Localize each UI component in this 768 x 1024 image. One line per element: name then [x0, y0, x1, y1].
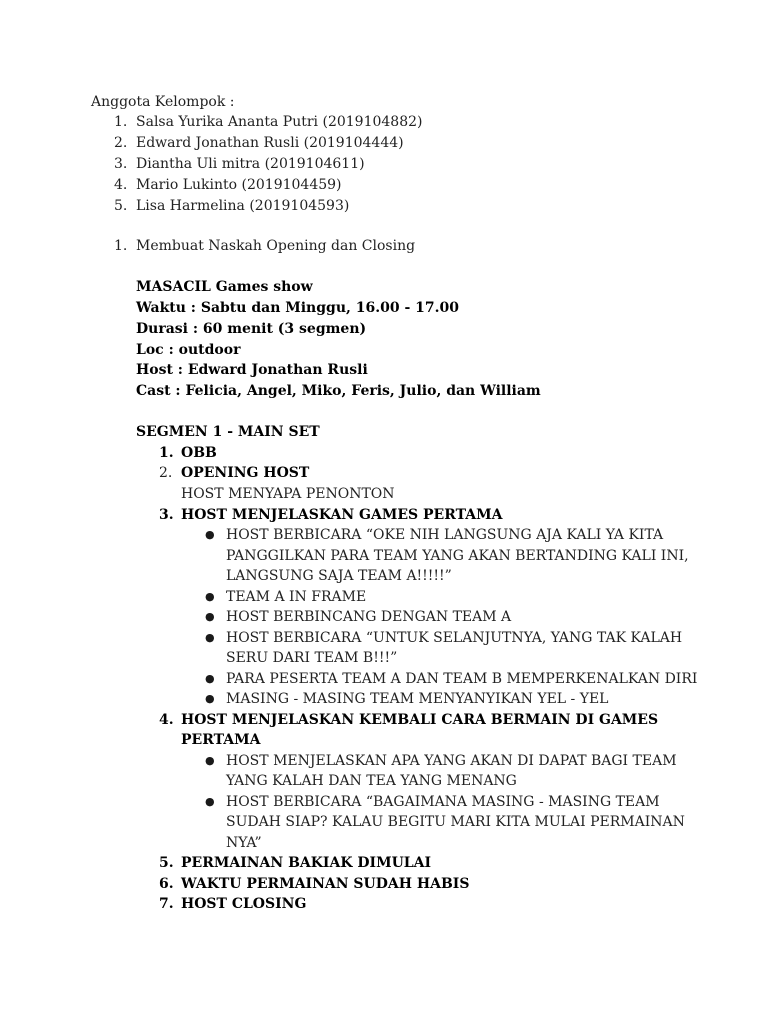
step-text: HOST CLOSING	[181, 896, 307, 912]
member-num: 1.	[114, 114, 128, 130]
step-num: 2.	[159, 465, 173, 481]
bullet-icon: ●	[205, 692, 215, 705]
bullet-text: SUDAH SIAP? KALAU BEGITU MARI KITA MULAI PERMAINAN	[226, 814, 685, 830]
bullet-text: HOST BERBINCANG DENGAN TEAM A	[226, 609, 512, 625]
show-location: Loc : outdoor	[136, 342, 241, 358]
member-item: Lisa Harmelina (2019104593)	[136, 198, 350, 214]
member-item: Edward Jonathan Rusli (2019104444)	[136, 135, 404, 151]
bullet-text: LANGSUNG SAJA TEAM A!!!!!”	[226, 568, 452, 584]
show-cast: Cast : Felicia, Angel, Miko, Feris, Julio, dan William	[136, 383, 541, 399]
step-text: HOST MENJELASKAN KEMBALI CARA BERMAIN DI GAMES	[181, 712, 659, 728]
step-num: 6.	[159, 876, 174, 892]
segment-title: SEGMEN 1 - MAIN SET	[136, 424, 320, 440]
bullet-text: PARA PESERTA TEAM A DAN TEAM B MEMPERKENALKAN DIRI	[226, 671, 698, 687]
step-text: WAKTU PERMAINAN SUDAH HABIS	[181, 876, 470, 892]
bullet-icon: ●	[205, 528, 215, 541]
member-num: 4.	[114, 177, 128, 193]
step-subtext: HOST MENYAPA PENONTON	[181, 486, 395, 502]
step-num: 3.	[159, 507, 174, 523]
bullet-text: YANG KALAH DAN TEA YANG MENANG	[226, 773, 517, 789]
bullet-icon: ●	[205, 795, 215, 808]
show-duration: Durasi : 60 menit (3 segmen)	[136, 321, 367, 337]
step-text: OBB	[181, 445, 217, 461]
member-item: Mario Lukinto (2019104459)	[136, 177, 342, 193]
member-num: 3.	[114, 156, 128, 172]
step-text: HOST MENJELASKAN GAMES PERTAMA	[181, 507, 503, 523]
show-host: Host : Edward Jonathan Rusli	[136, 362, 368, 378]
step-num: 4.	[159, 712, 174, 728]
bullet-text: TEAM A IN FRAME	[226, 589, 367, 605]
bullet-text: MASING - MASING TEAM MENYANYIKAN YEL - YEL	[226, 691, 609, 707]
bullet-icon: ●	[205, 754, 215, 767]
task-num: 1.	[114, 238, 128, 254]
bullet-text: HOST BERBICARA “UNTUK SELANJUTNYA, YANG TAK KALAH	[226, 630, 683, 646]
member-num: 5.	[114, 198, 128, 214]
bullet-text: SERU DARI TEAM B!!!”	[226, 650, 398, 666]
task-text: Membuat Naskah Opening dan Closing	[136, 238, 416, 254]
show-title: MASACIL Games show	[136, 279, 313, 295]
bullet-icon: ●	[205, 610, 215, 623]
step-num: 5.	[159, 855, 174, 871]
bullet-icon: ●	[205, 631, 215, 644]
bullet-text: NYA”	[226, 835, 262, 851]
member-item: Salsa Yurika Ananta Putri (2019104882)	[136, 114, 423, 130]
step-num: 1.	[159, 445, 174, 461]
bullet-icon: ●	[205, 672, 215, 685]
bullet-icon: ●	[205, 590, 215, 603]
bullet-text: PANGGILKAN PARA TEAM YANG AKAN BERTANDING KALI INI,	[226, 548, 689, 564]
member-item: Diantha Uli mitra (2019104611)	[136, 156, 365, 172]
step-num: 7.	[159, 896, 174, 912]
step-text: OPENING HOST	[181, 465, 310, 481]
bullet-text: HOST MENJELASKAN APA YANG AKAN DI DAPAT BAGI TEAM	[226, 753, 677, 769]
bullet-text: HOST BERBICARA “BAGAIMANA MASING - MASING TEAM	[226, 794, 660, 810]
step-text-continued: PERTAMA	[181, 732, 261, 748]
member-num: 2.	[114, 135, 128, 151]
bullet-text: HOST BERBICARA “OKE NIH LANGSUNG AJA KALI YA KITA	[226, 527, 664, 543]
show-time: Waktu : Sabtu dan Minggu, 16.00 - 17.00	[136, 300, 459, 316]
step-text: PERMAINAN BAKIAK DIMULAI	[181, 855, 432, 871]
members-heading: Anggota Kelompok :	[91, 94, 235, 110]
